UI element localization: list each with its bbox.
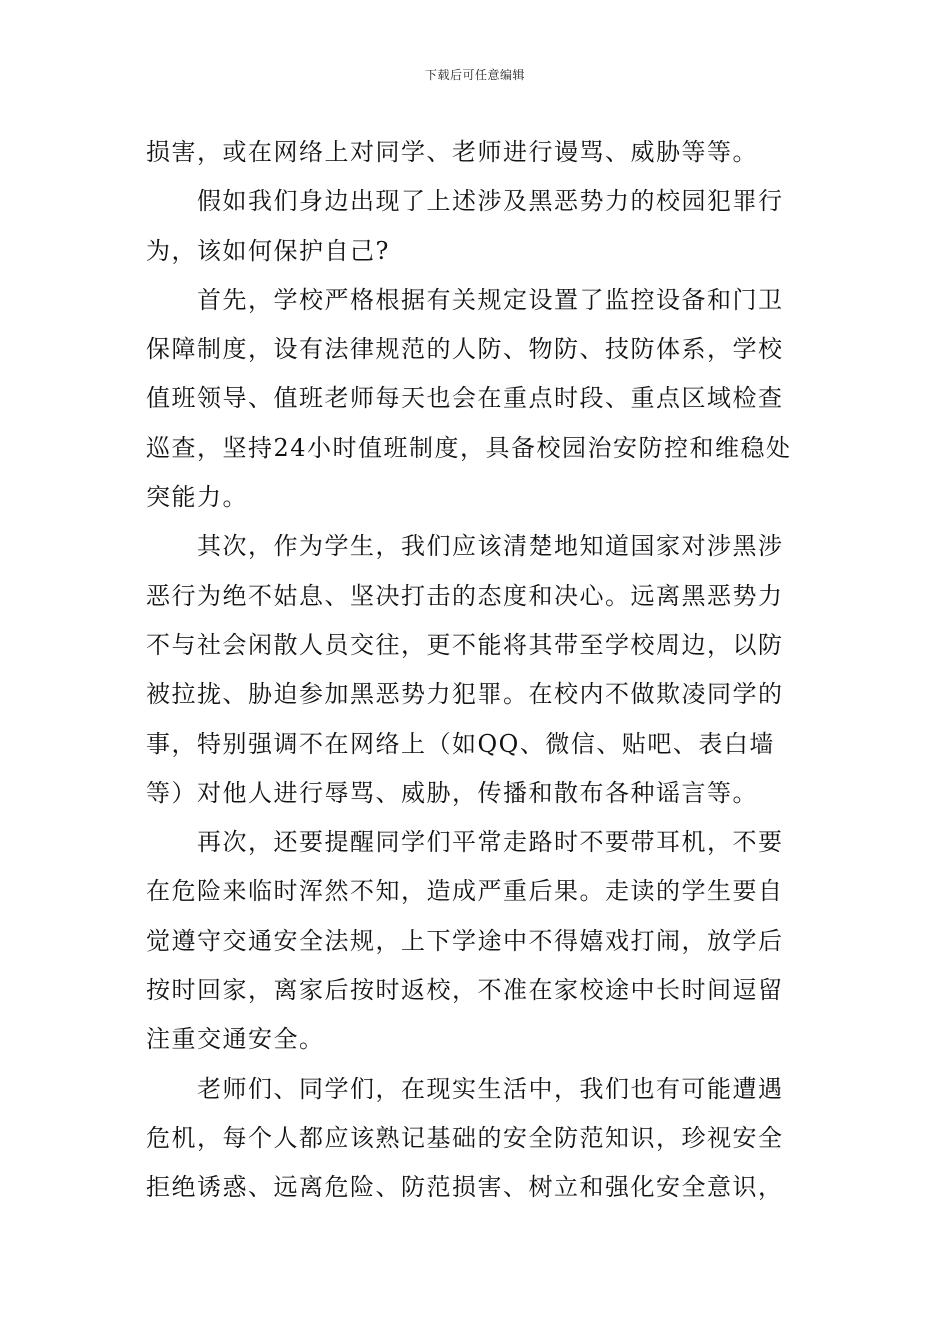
text-line: 再次，还要提醒同学们平常走路时不要带耳机，不要 [197, 828, 784, 857]
text-line: 为，该如何保护自己? [146, 236, 390, 265]
text-line: 拒绝诱惑、远离危险、防范损害、树立和强化安全意识， [146, 1173, 784, 1202]
text-line: 突能力。 [146, 483, 248, 512]
text-line: 首先，学校严格根据有关规定设置了监控设备和门卫 [197, 285, 784, 314]
text-line: 觉遵守交通安全法规，上下学途中不得嬉戏打闹，放学后 [146, 926, 784, 955]
text-line: 危机，每个人都应该熟记基础的安全防范知识，珍视安全 [146, 1123, 784, 1152]
text-line: 恶行为绝不姑息、坚决打击的态度和决心。远离黑恶势力 [146, 581, 784, 610]
text-line: 其次，作为学生，我们应该清楚地知道国家对涉黑涉 [197, 532, 784, 561]
text-line: 假如我们身边出现了上述涉及黑恶势力的校园犯罪行 [197, 187, 784, 216]
text-line: 被拉拢、胁迫参加黑恶势力犯罪。在校内不做欺凌同学的 [146, 680, 784, 709]
text-line: 事，特别强调不在网络上（如QQ、微信、贴吧、表白墙 [146, 729, 775, 758]
document-body [146, 128, 810, 1213]
page-header-note: 下载后可任意编辑 [424, 68, 525, 82]
text-line: 巡查，坚持24小时值班制度，具备校园治安防控和维稳处 [146, 433, 792, 462]
text-line: 在危险来临时浑然不知，造成严重后果。走读的学生要自 [146, 877, 784, 906]
text-line: 等）对他人进行辱骂、威胁，传播和散布各种谣言等。 [146, 778, 758, 807]
text-line: 老师们、同学们，在现实生活中，我们也有可能遭遇 [197, 1074, 784, 1103]
text-line: 值班领导、值班老师每天也会在重点时段、重点区域检查 [146, 384, 784, 413]
text-line: 不与社会闲散人员交往，更不能将其带至学校周边，以防 [146, 630, 784, 659]
text-line: 注重交通安全。 [146, 1025, 325, 1054]
text-line: 保障制度，设有法律规范的人防、物防、技防体系，学校 [146, 335, 784, 364]
text-line: 按时回家，离家后按时返校，不准在家校途中长时间逗留 [146, 976, 784, 1005]
text-line: 损害，或在网络上对同学、老师进行谩骂、威胁等等。 [146, 138, 758, 166]
